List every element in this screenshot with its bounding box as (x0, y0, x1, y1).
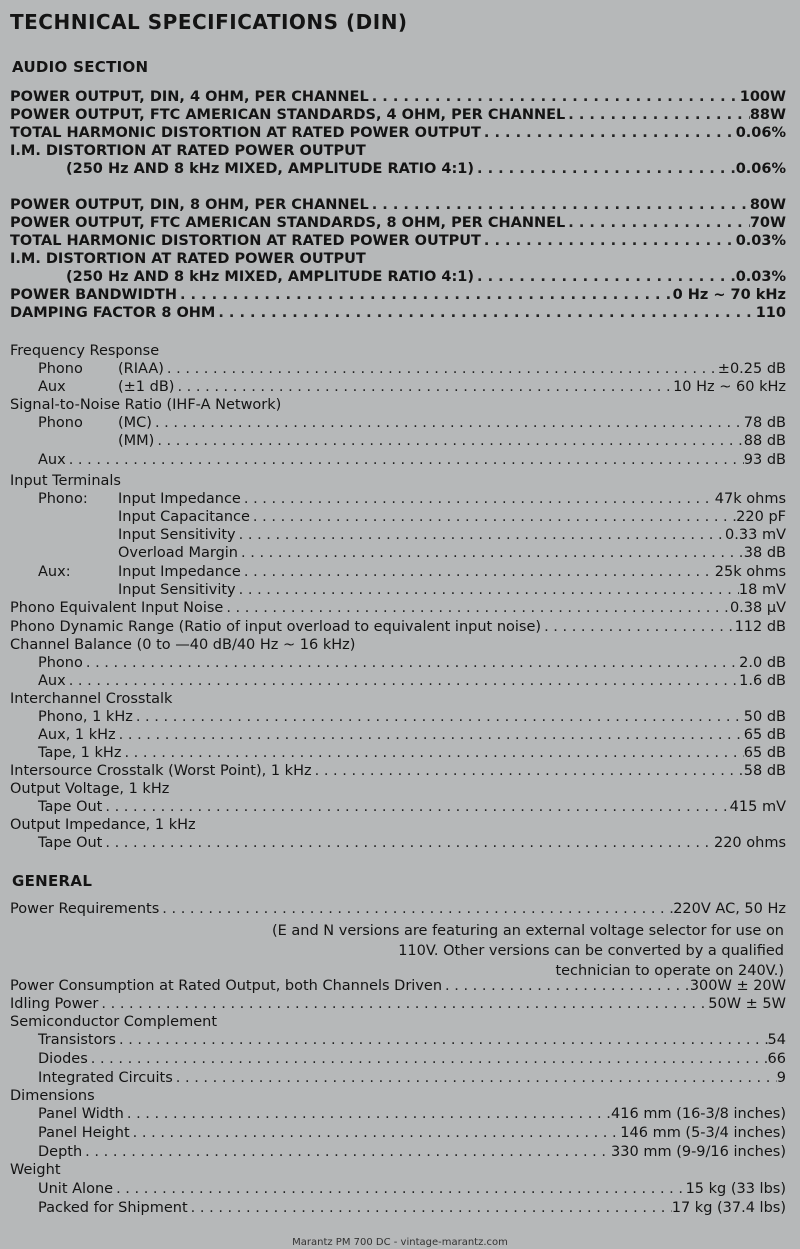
dot-leader (369, 88, 740, 106)
spec-value: 58 dB (743, 763, 786, 779)
spec-value: 0.03% (735, 269, 786, 285)
spec-label: Unit Alone (38, 1181, 114, 1197)
spec-row (10, 160, 786, 178)
spec-value: 330 mm (9-9/16 inches) (611, 1144, 786, 1160)
spec-label-group: Phono (38, 415, 83, 431)
dot-leader (116, 1031, 768, 1049)
spec-label (38, 414, 152, 432)
spec-label: Power Consumption at Rated Output, both Channels Driven (10, 978, 443, 994)
spec-label (38, 490, 241, 508)
spec-label: Diodes (38, 1051, 88, 1067)
spec-label (38, 360, 164, 378)
spec-value: 80W (749, 197, 786, 213)
spec-value: 0.38 µV (729, 600, 786, 616)
spec-label: Weight (10, 1162, 61, 1178)
spec-label: Panel Height (38, 1125, 130, 1141)
spec-value: 220 pF (736, 509, 786, 525)
spec-value: 10 Hz ~ 60 kHz (673, 379, 786, 395)
general-section-heading: GENERAL (12, 872, 93, 890)
dot-leader (474, 160, 736, 178)
spec-label-group: Phono (38, 361, 83, 377)
spec-row (10, 834, 786, 852)
spec-label-group: Phono: (38, 491, 88, 507)
dot-leader (474, 268, 736, 286)
spec-row (10, 599, 786, 617)
dot-leader (241, 563, 715, 581)
spec-label: POWER OUTPUT, FTC AMERICAN STANDARDS, 4 OHM, PER CHANNEL (10, 107, 566, 123)
spec-row (10, 142, 786, 160)
spec-row (10, 618, 786, 636)
spec-label: Aux, 1 kHz (38, 727, 116, 743)
dot-leader (98, 995, 708, 1013)
spec-value: 65 dB (743, 745, 786, 761)
spec-label: Transistors (38, 1032, 116, 1048)
spec-label: Idling Power (10, 996, 99, 1012)
spec-row (10, 88, 786, 106)
spec-label: Phono Equivalent Input Noise (10, 600, 224, 616)
audio-section-heading: AUDIO SECTION (12, 58, 149, 76)
spec-row (10, 636, 786, 654)
spec-row (10, 268, 786, 286)
dot-leader (241, 490, 715, 508)
spec-row (10, 1199, 786, 1217)
spec-label: Tape Out (38, 835, 103, 851)
spec-row (10, 816, 786, 834)
spec-value: 220 ohms (713, 835, 786, 851)
spec-row (10, 414, 786, 432)
spec-label-group: Aux (38, 379, 66, 395)
dot-leader (312, 762, 744, 780)
power-requirements-note (224, 921, 784, 981)
spec-label-group: Aux: (38, 564, 71, 580)
dot-leader (188, 1199, 672, 1217)
dot-leader (173, 1069, 777, 1087)
spec-row (10, 286, 786, 304)
dot-leader (177, 286, 673, 304)
spec-label-detail: (±1 dB) (118, 379, 175, 395)
dot-leader (174, 378, 673, 396)
spec-value: 1.6 dB (739, 673, 786, 689)
spec-row (10, 360, 786, 378)
spec-label: (250 Hz AND 8 kHz MIXED, AMPLITUDE RATIO 4:1) (66, 161, 475, 177)
dot-leader (83, 654, 739, 672)
spec-label: Intersource Crosstalk (Worst Point), 1 kHz (10, 763, 312, 779)
spec-label: Aux (38, 452, 66, 468)
spec-row (10, 690, 786, 708)
spec-row (10, 1124, 786, 1142)
spec-label: I.M. DISTORTION AT RATED POWER OUTPUT (10, 143, 366, 159)
spec-row (10, 106, 786, 124)
spec-row (10, 196, 786, 214)
spec-row (10, 1031, 786, 1049)
spec-label: Tape Out (38, 799, 103, 815)
spec-label: Aux (38, 673, 66, 689)
spec-row (10, 581, 786, 599)
spec-row (10, 544, 786, 562)
spec-value: 300W ± 20W (689, 978, 786, 994)
spec-row (10, 762, 786, 780)
spec-label-detail: Input Impedance (118, 564, 241, 580)
spec-value: ±0.25 dB (717, 361, 786, 377)
spec-label: Signal-to-Noise Ratio (IHF-A Network) (10, 397, 282, 413)
dot-leader (236, 581, 739, 599)
spec-value: 2.0 dB (739, 655, 786, 671)
spec-label: Input Sensitivity (118, 527, 236, 543)
dot-leader (481, 124, 736, 142)
spec-row (10, 798, 786, 816)
spec-row (10, 526, 786, 544)
spec-label: POWER OUTPUT, DIN, 8 OHM, PER CHANNEL (10, 197, 369, 213)
spec-row (10, 378, 786, 396)
spec-label: Integrated Circuits (38, 1070, 173, 1086)
spec-value: 38 dB (743, 545, 786, 561)
spec-label: Interchannel Crosstalk (10, 691, 173, 707)
spec-value: 50W ± 5W (708, 996, 786, 1012)
spec-label: Semiconductor Complement (10, 1014, 218, 1030)
spec-row (10, 250, 786, 268)
spec-value: 70W (749, 215, 786, 231)
spec-value: 54 (767, 1032, 786, 1048)
spec-label: POWER OUTPUT, DIN, 4 OHM, PER CHANNEL (10, 89, 369, 105)
spec-value: 25k ohms (714, 564, 786, 580)
note-line: (E and N versions are featuring an external voltage selector for use on (271, 923, 784, 939)
spec-label: Power Requirements (10, 901, 160, 917)
dot-leader (66, 451, 744, 469)
note-line: 110V. Other versions can be converted by a qualified (398, 943, 784, 959)
spec-row (10, 1180, 786, 1198)
spec-row (10, 1013, 786, 1031)
spec-row (10, 214, 786, 232)
spec-value: 18 mV (738, 582, 786, 598)
spec-value: 78 dB (743, 415, 786, 431)
spec-value: 146 mm (5-3/4 inches) (620, 1125, 786, 1141)
spec-label-detail: (RIAA) (118, 361, 164, 377)
spec-row (10, 472, 786, 490)
dot-leader (121, 744, 743, 762)
spec-value: 88 dB (743, 433, 786, 449)
dot-leader (159, 900, 673, 918)
spec-label: Phono, 1 kHz (38, 709, 133, 725)
spec-label: Input Terminals (10, 473, 121, 489)
spec-row (10, 232, 786, 250)
spec-value: 0.03% (735, 233, 786, 249)
spec-value: 93 dB (743, 452, 786, 468)
spec-value: 0.06% (735, 125, 786, 141)
dot-leader (154, 432, 743, 450)
dot-leader (164, 360, 718, 378)
dot-leader (250, 508, 736, 526)
spec-row (10, 432, 786, 450)
dot-leader (113, 1180, 686, 1198)
spec-value: 17 kg (37.4 lbs) (671, 1200, 786, 1216)
spec-label: Packed for Shipment (38, 1200, 188, 1216)
spec-label: Output Impedance, 1 kHz (10, 817, 196, 833)
dot-leader (236, 526, 725, 544)
spec-row (10, 342, 786, 360)
spec-label: Output Voltage, 1 kHz (10, 781, 170, 797)
spec-row (10, 995, 786, 1013)
dot-leader (238, 544, 744, 562)
dot-leader (124, 1105, 611, 1123)
spec-value: 9 (776, 1070, 786, 1086)
spec-value: 15 kg (33 lbs) (685, 1181, 786, 1197)
spec-row (10, 708, 786, 726)
spec-value: 0.33 mV (725, 527, 786, 543)
spec-label: DAMPING FACTOR 8 OHM (10, 305, 216, 321)
spec-value: 415 mV (729, 799, 786, 815)
spec-row (10, 1105, 786, 1123)
dot-leader (102, 798, 729, 816)
spec-label: TOTAL HARMONIC DISTORTION AT RATED POWER OUTPUT (10, 125, 481, 141)
spec-row (10, 1050, 786, 1068)
spec-row (10, 124, 786, 142)
spec-value: 112 dB (734, 619, 786, 635)
dot-leader (565, 106, 750, 124)
spec-label: Channel Balance (0 to —40 dB/40 Hz ~ 16 kHz) (10, 637, 356, 653)
dot-leader (88, 1050, 768, 1068)
spec-row (10, 1069, 786, 1087)
spec-label-detail: Input Impedance (118, 491, 241, 507)
spec-value: 100W (739, 89, 786, 105)
spec-label: Frequency Response (10, 343, 160, 359)
spec-value: 66 (767, 1051, 786, 1067)
spec-row (10, 672, 786, 690)
spec-row (10, 304, 786, 322)
spec-label-detail: (MC) (118, 415, 152, 431)
spec-label: Depth (38, 1144, 83, 1160)
spec-row (10, 654, 786, 672)
spec-label: (250 Hz AND 8 kHz MIXED, AMPLITUDE RATIO 4:1) (66, 269, 475, 285)
dot-leader (369, 196, 750, 214)
dot-leader (565, 214, 750, 232)
spec-row (10, 726, 786, 744)
spec-row (10, 451, 786, 469)
spec-row (10, 1143, 786, 1161)
dot-leader (130, 1124, 621, 1142)
spec-row (10, 1161, 786, 1179)
spec-label: POWER BANDWIDTH (10, 287, 177, 303)
dot-leader (541, 618, 735, 636)
spec-label: POWER OUTPUT, FTC AMERICAN STANDARDS, 8 OHM, PER CHANNEL (10, 215, 566, 231)
spec-label: Phono (38, 655, 83, 671)
page-footer: Marantz PM 700 DC - vintage-marantz.com (292, 1237, 508, 1248)
spec-label: Phono Dynamic Range (Ratio of input overload to equivalent input noise) (10, 619, 542, 635)
spec-row (10, 563, 786, 581)
spec-label (38, 563, 241, 581)
spec-row (10, 1087, 786, 1105)
spec-label: Dimensions (10, 1088, 95, 1104)
spec-label: Tape, 1 kHz (38, 745, 122, 761)
spec-row (10, 900, 786, 918)
dot-leader (82, 1143, 611, 1161)
spec-value: 0.06% (735, 161, 786, 177)
spec-value: 0 Hz ~ 70 kHz (672, 287, 786, 303)
spec-label: Input Capacitance (118, 509, 250, 525)
dot-leader (223, 599, 730, 617)
dot-leader (133, 708, 744, 726)
spec-label (38, 378, 174, 396)
dot-leader (481, 232, 736, 250)
dot-leader (116, 726, 744, 744)
spec-row (10, 396, 786, 414)
spec-value: 50 dB (743, 709, 786, 725)
note-line: technician to operate on 240V.) (555, 963, 784, 979)
spec-label: TOTAL HARMONIC DISTORTION AT RATED POWER OUTPUT (10, 233, 481, 249)
spec-label: (MM) (118, 433, 155, 449)
dot-leader (102, 834, 714, 852)
spec-row (10, 490, 786, 508)
dot-leader (66, 672, 739, 690)
spec-row (10, 744, 786, 762)
spec-row (10, 508, 786, 526)
spec-value: 88W (749, 107, 786, 123)
spec-label: Overload Margin (118, 545, 239, 561)
spec-value: 220V AC, 50 Hz (673, 901, 786, 917)
spec-value: 416 mm (16-3/8 inches) (611, 1106, 786, 1122)
spec-value: 110 (755, 305, 786, 321)
spec-label: Input Sensitivity (118, 582, 236, 598)
spec-label: I.M. DISTORTION AT RATED POWER OUTPUT (10, 251, 366, 267)
spec-label: Panel Width (38, 1106, 124, 1122)
page-title: TECHNICAL SPECIFICATIONS (DIN) (10, 10, 408, 34)
spec-value: 47k ohms (714, 491, 786, 507)
dot-leader (152, 414, 744, 432)
spec-row (10, 780, 786, 798)
dot-leader (215, 304, 755, 322)
spec-value: 65 dB (743, 727, 786, 743)
